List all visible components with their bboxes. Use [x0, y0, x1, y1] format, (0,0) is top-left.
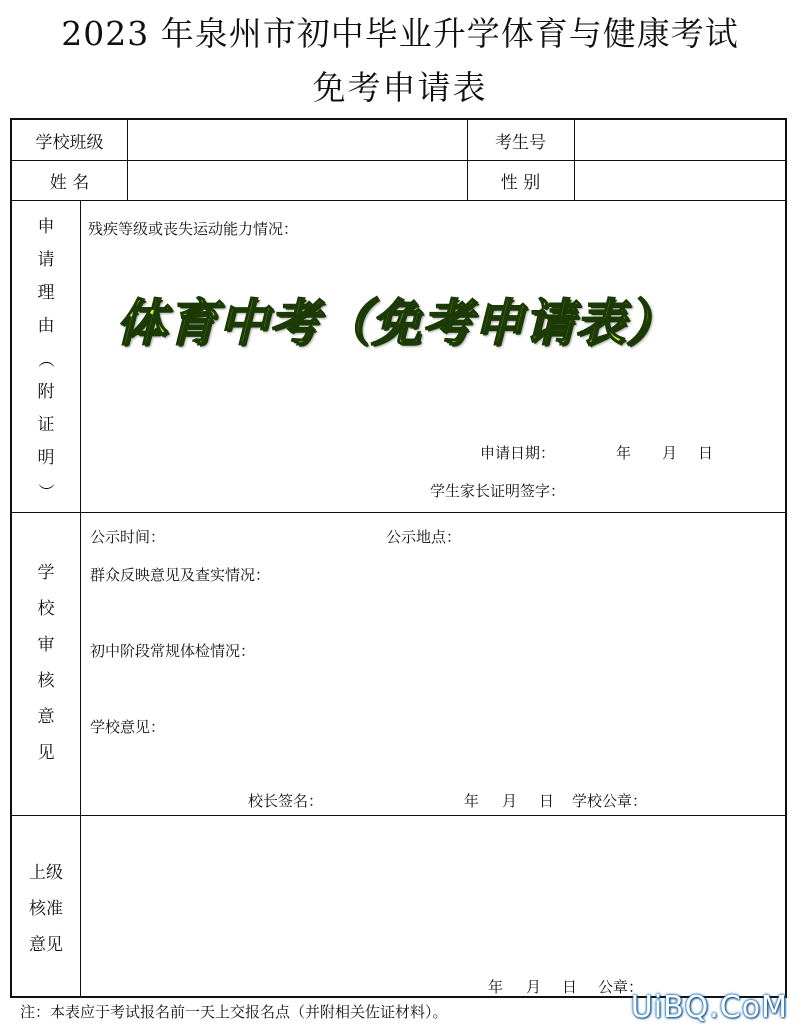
side-label-char: 见	[37, 743, 55, 763]
school-class-field[interactable]	[128, 120, 467, 160]
parent-signature-label: 学生家长证明签字：	[430, 482, 566, 500]
side-label-char: 学	[37, 563, 55, 583]
side-label-char: 申	[37, 216, 55, 237]
site-watermark: UiBQ.CoM	[630, 990, 788, 1025]
side-label-line: 上级	[29, 863, 63, 883]
approval-seal-label: 公章：	[598, 978, 644, 996]
disability-prompt: 残疾等级或丧失运动能力情况：	[88, 220, 299, 238]
higher-approval-side-label	[12, 850, 80, 968]
approval-day-label: 日	[562, 978, 578, 996]
school-review-side-label	[12, 548, 80, 778]
side-label-char: 意	[37, 707, 55, 727]
application-day-label: 日	[698, 444, 714, 462]
exam-number-label: 考生号	[495, 132, 546, 153]
approval-year-label: 年	[488, 978, 504, 996]
row-divider	[12, 815, 785, 816]
overlay-stamp-text: 体育中考（免考申请表）	[116, 294, 677, 352]
exemption-form-table	[10, 118, 787, 998]
application-month-label: 月	[662, 444, 678, 462]
row-divider	[12, 512, 785, 513]
application-date-label: 申请日期：	[480, 444, 556, 462]
footnote: 注：本表应于考试报名前一天上交报名点（并附相关佐证材料）。	[20, 1003, 448, 1021]
publicity-place-label: 公示地点：	[386, 528, 462, 546]
side-label-char: 由	[37, 315, 55, 336]
school-opinion-label: 学校意见：	[90, 718, 166, 736]
row-divider	[12, 200, 785, 201]
side-label-char: 请	[37, 249, 55, 270]
review-month-label: 月	[502, 792, 518, 810]
review-year-label: 年	[464, 792, 480, 810]
gender-label: 性 别	[500, 172, 541, 193]
side-label-char: 证	[37, 414, 55, 435]
side-label-line: 核准	[29, 899, 63, 919]
approval-month-label: 月	[526, 978, 542, 996]
side-label-char: ）	[36, 482, 56, 500]
side-label-char: 核	[37, 671, 55, 691]
application-year-label: 年	[616, 444, 632, 462]
exam-number-field[interactable]	[575, 120, 787, 160]
review-day-label: 日	[539, 792, 555, 810]
name-field[interactable]	[128, 160, 467, 200]
gender-field[interactable]	[575, 160, 787, 200]
form-title-line1: 2023 年泉州市初中毕业升学体育与健康考试	[61, 14, 739, 53]
section-label-divider	[80, 200, 81, 998]
side-label-char: 附	[37, 381, 55, 402]
side-label-char: 理	[37, 282, 55, 303]
form-title-line2: 免考申请表	[312, 68, 488, 107]
school-class-label: 学校班级	[35, 132, 104, 153]
side-label-char: 审	[37, 635, 55, 655]
name-label: 姓 名	[49, 172, 90, 193]
side-label-char: 明	[37, 447, 55, 468]
application-reason-side-label	[12, 214, 80, 504]
principal-signature-label: 校长签名：	[248, 792, 324, 810]
side-label-char: 校	[37, 599, 55, 619]
side-label-char: （	[36, 350, 56, 368]
public-feedback-label: 群众反映意见及查实情况：	[90, 566, 271, 584]
side-label-line: 意见	[29, 935, 63, 955]
school-seal-label: 学校公章：	[572, 792, 648, 810]
physical-exam-label: 初中阶段常规体检情况：	[90, 642, 256, 660]
publicity-time-label: 公示时间：	[90, 528, 166, 546]
